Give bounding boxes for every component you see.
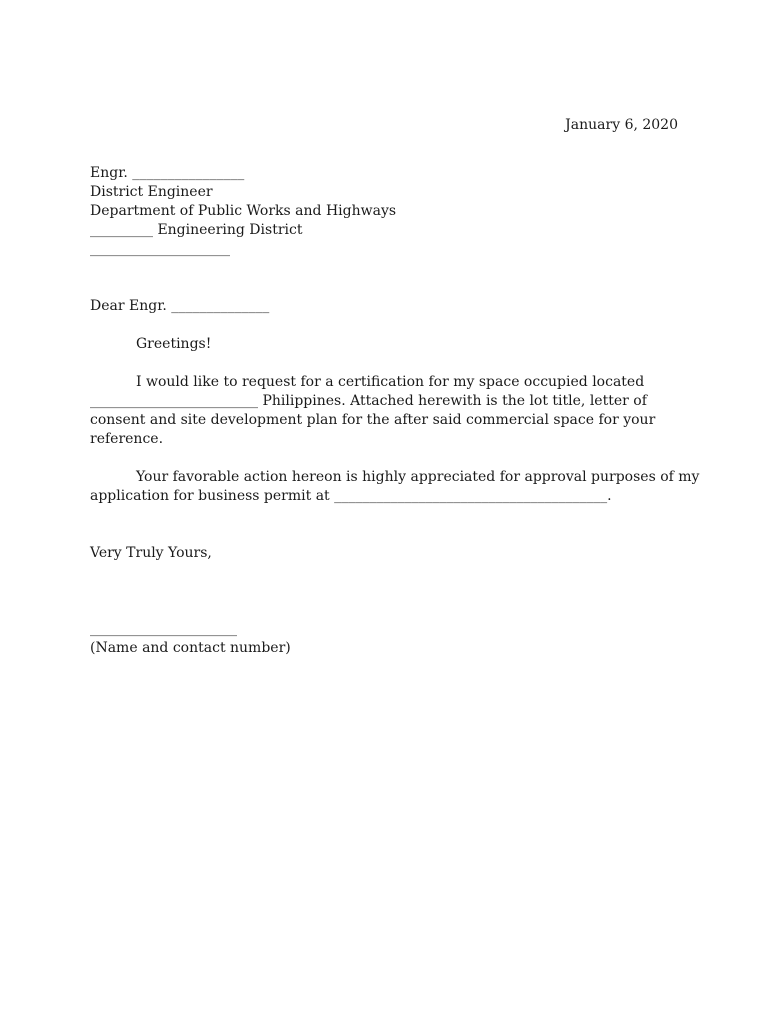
greeting: Greetings!: [136, 336, 212, 352]
salutation: Dear Engr. ______________: [90, 298, 270, 314]
paragraph2-line2: application for business permit at _______________________________________.: [90, 488, 612, 504]
addressee-blank-line: ____________________: [90, 241, 230, 257]
paragraph2-line1: Your favorable action hereon is highly appreciated for approval purposes of my: [136, 469, 700, 485]
signature-line: _____________________: [90, 621, 237, 637]
closing: Very Truly Yours,: [90, 545, 212, 561]
addressee-title: District Engineer: [90, 184, 213, 200]
addressee-district-line: _________ Engineering District: [90, 222, 303, 238]
paragraph1-line3: consent and site development plan for the after said commercial space for your: [90, 412, 656, 428]
letter-date: January 6, 2020: [565, 117, 678, 133]
paragraph1-line4: reference.: [90, 431, 164, 447]
paragraph1-line1: I would like to request for a certification for my space occupied located: [136, 374, 645, 390]
signature-caption: (Name and contact number): [90, 640, 291, 656]
paragraph1-line2: ________________________ Philippines. Attached herewith is the lot title, letter of: [90, 393, 647, 409]
addressee-department: Department of Public Works and Highways: [90, 203, 397, 219]
addressee-name-line: Engr. ________________: [90, 165, 245, 181]
